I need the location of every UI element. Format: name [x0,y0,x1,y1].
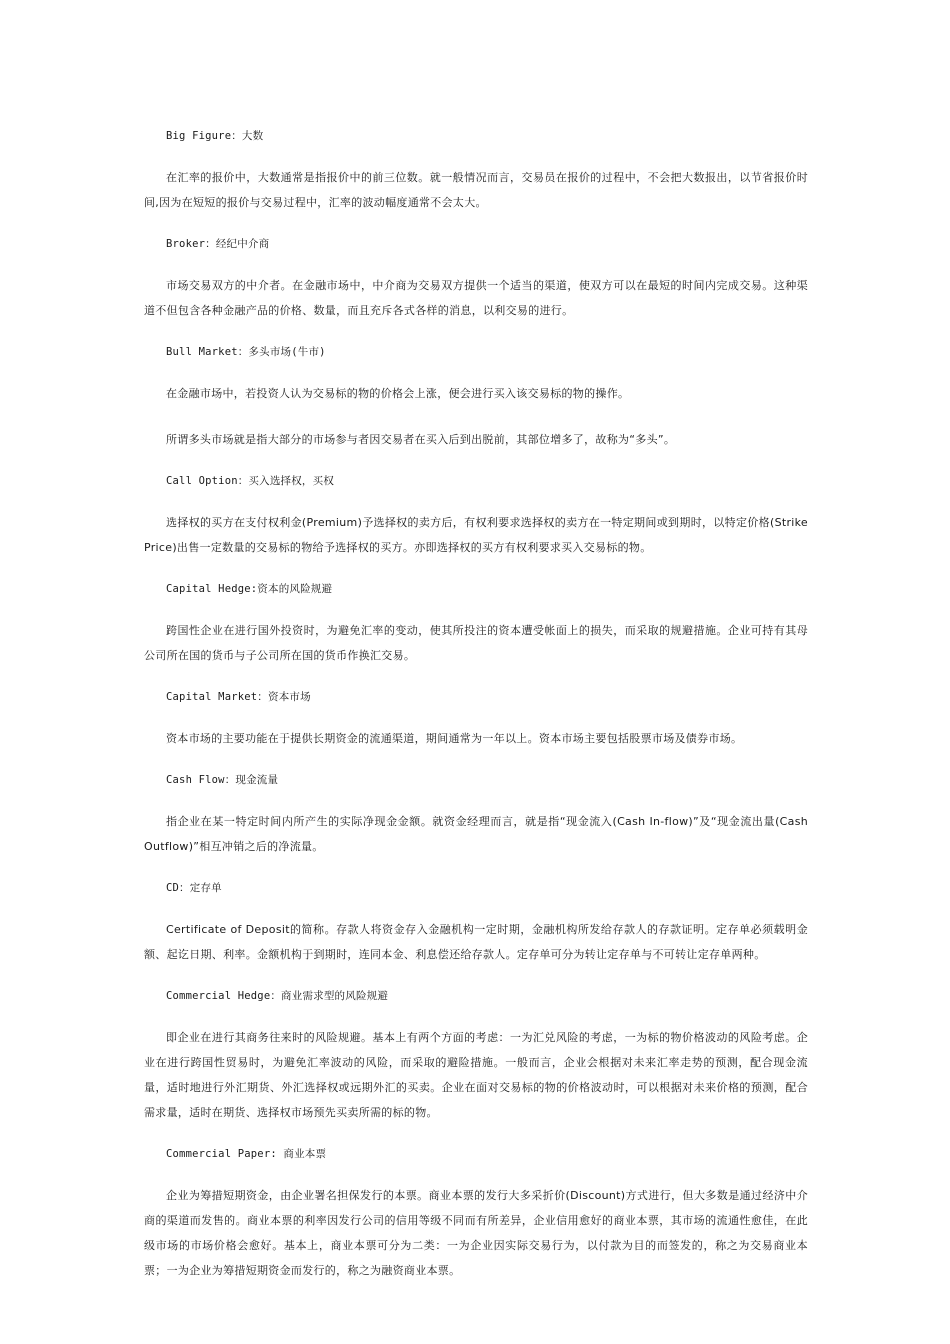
entry-term: Big Figure：大数 [166,130,264,142]
entry-definition: 资本市场的主要功能在于提供长期资金的流通渠道，期间通常为一年以上。资本市场主要包括股票市场及债券市场。 [166,732,743,745]
entry-definition: 选择权的买方在支付权利金(Premium)予选择权的卖方后，有权利要求选择权的卖方在一特定期间或到期时，以特定价格(Strike Price)出售一定数量的交易标的物给予选择权的买方。亦即选择权的买方有权利要求买入交易标的物。 [144,516,808,554]
glossary-entry [144,473,808,560]
entry-definition: 即企业在进行其商务往来时的风险规避。基本上有两个方面的考虑：一为汇兑风险的考虑，一为标的物价格波动的风险考虑。企业在进行跨国性贸易时，为避免汇率波动的风险，而采取的避险措施。一般而言，企业会根据对未来汇率走势的预测，配合现金流量，适时地进行外汇期货、外汇选择权或远期外汇的买卖。企业在面对交易标的物的价格波动时，可以根据对未来价格的预测，配合需求量，适时在期货、选择权市场预先买卖所需的标的物。 [144,1031,808,1119]
glossary-entry [144,344,808,452]
entry-definition: 所谓多头市场就是指大部分的市场参与者因交易者在买入后到出脱前，其部位增多了，故称为“多头”。 [166,433,676,446]
glossary-entry [144,1146,808,1283]
entry-definition: 在金融市场中，若投资人认为交易标的物的价格会上涨，便会进行买入该交易标的物的操作。 [166,387,630,400]
glossary-entry [144,689,808,751]
glossary-entry [144,236,808,323]
glossary-entry [144,988,808,1125]
glossary-entry [144,772,808,859]
entry-term: Bull Market：多头市场(牛市) [166,346,326,358]
entry-definition: 市场交易双方的中介者。在金融市场中，中介商为交易双方提供一个适当的渠道，使双方可以在最短的时间内完成交易。这种渠道不但包含各种金融产品的价格、数量，而且充斥各式各样的消息，以利交易的进行。 [144,279,808,317]
entry-definition: 指企业在某一特定时间内所产生的实际净现金金额。就资金经理而言，就是指“现金流入(Cash In-flow)”及“现金流出量(Cash Outflow)”相互冲销之后的净流量。 [144,815,808,853]
entry-term: Cash Flow：现金流量 [166,774,279,786]
entry-term: Commercial Hedge：商业需求型的风险规避 [166,990,389,1002]
glossary-entry [144,880,808,967]
glossary-entry [144,128,808,215]
entry-term: Capital Hedge:资本的风险规避 [166,583,333,595]
entry-definition: 跨国性企业在进行国外投资时，为避免汇率的变动，使其所投注的资本遭受帐面上的损失，而采取的规避措施。企业可持有其母公司所在国的货币与子公司所在国的货币作换汇交易。 [144,624,808,662]
entry-definition: Certificate of Deposit的简称。存款人将资金存入金融机构一定时期，金融机构所发给存款人的存款证明。定存单必须载明金额、起讫日期、利率。金额机构于到期时，连同本金、利息偿还给存款人。定存单可分为转让定存单与不可转让定存单两种。 [144,923,808,961]
entry-term: Commercial Paper: 商业本票 [166,1148,327,1160]
entry-definition: 在汇率的报价中，大数通常是指报价中的前三位数。就一般情况而言，交易员在报价的过程中，不会把大数报出，以节省报价时间,因为在短短的报价与交易过程中，汇率的波动幅度通常不会太大。 [144,171,808,209]
entry-term: Capital Market：资本市场 [166,691,311,703]
glossary-entries [144,128,808,1304]
entry-term: Call Option：买入选择权，买权 [166,475,335,487]
glossary-entry [144,581,808,668]
entry-term: Broker：经纪中介商 [166,238,270,250]
entry-term: CD：定存单 [166,882,222,894]
entry-definition: 企业为筹措短期资金，由企业署名担保发行的本票。商业本票的发行大多采折价(Discount)方式进行，但大多数是通过经济中介商的渠道而发售的。商业本票的利率因发行公司的信用等级不同而有所差异，企业信用愈好的商业本票，其市场的流通性愈佳，在此级市场的市场价格会愈好。基本上，商业本票可分为二类：一为企业因实际交易行为，以付款为目的而签发的，称之为交易商业本票；一为企业为筹措短期资金而发行的，称之为融资商业本票。 [144,1189,808,1277]
